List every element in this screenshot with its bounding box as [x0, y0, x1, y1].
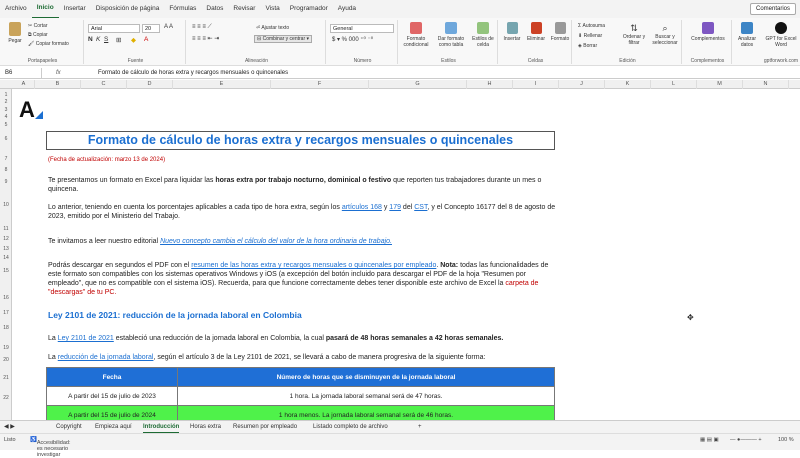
tab-horas-extra[interactable]: Horas extra [190, 424, 222, 430]
tab-resumen-empleado[interactable]: Resumen por empleado [233, 424, 298, 430]
row-header-21[interactable]: 21 [3, 375, 9, 381]
reduction-paragraph [48, 353, 558, 362]
conditional-format-button[interactable] [400, 22, 432, 48]
row-header-22[interactable]: 22 [3, 395, 9, 401]
format-painter-button[interactable]: 🖌 Copiar formato [28, 41, 69, 47]
cell-styles-label: Estilos de celda [472, 36, 494, 48]
sort-filter-label: Ordenar y filtrar [622, 34, 646, 46]
tab-scroll-left-icon[interactable]: ◀ ▶ [4, 424, 15, 430]
row-header-3[interactable]: 3 [4, 107, 8, 113]
number-group [328, 20, 398, 64]
alignment-group [188, 20, 326, 64]
link-reduccion[interactable]: reducción de la jornada laboral [57, 354, 154, 361]
link-article-168[interactable]: artículos 168 [341, 204, 382, 211]
cells-group [500, 20, 572, 64]
status-bar [0, 433, 800, 458]
row-headers [0, 89, 12, 420]
brand-logo: A [19, 97, 35, 122]
italic-icon[interactable]: K [96, 36, 101, 43]
row-header-6[interactable]: 6 [4, 136, 8, 142]
sort-filter-icon: ⇅ [630, 23, 638, 33]
intro-text-1: Te presentamos un formato en Excel para liquidar las [48, 177, 216, 184]
tab-introduccion[interactable]: Introducción [143, 422, 179, 434]
table-row [47, 387, 555, 406]
column-headers [0, 80, 800, 89]
row-header-4[interactable]: 4 [4, 114, 8, 120]
find-select-label: Buscar y seleccionar [652, 34, 678, 46]
grow-font-icon[interactable]: A A [164, 24, 174, 30]
editing-group-label: Edición [619, 58, 636, 64]
column-header-c[interactable]: C [81, 80, 127, 89]
link-article-179[interactable]: 179 [389, 204, 401, 211]
column-header-n[interactable]: N [743, 80, 789, 89]
row-header-9[interactable]: 9 [4, 179, 8, 185]
table-cell-hours[interactable]: 1 hora menos. La jornada laboral semanal será de 46 horas. [178, 406, 555, 421]
table-cell-date[interactable]: A partir del 15 de julio de 2024 [47, 406, 178, 421]
paste-label: Pegar [8, 38, 22, 44]
intro-text-bold: horas extra por trabajo nocturno, dominical o festivo [215, 177, 392, 184]
accessibility-text: Accesibilidad: es necesario investigar [36, 440, 71, 458]
fx-icon[interactable]: fx [56, 70, 61, 76]
link-editorial[interactable]: Nuevo concepto cambia el cálculo del valor de la hora ordinaria de trabajo. [160, 238, 392, 245]
download-text-3: todas las funcionalidades de este formato son compatibles con los sistemas operativos Windows y iOS (a excepción del botón incluido para descargar el PDF de la hoja "Resumen por empleado", que no es compatible con el sistema iOS). Recuerda, para que funcione correctamente debes tener disponible este archivo de Excel la [48, 262, 549, 287]
row-header-1[interactable]: 1 [4, 92, 8, 98]
sort-filter-button[interactable] [620, 23, 648, 46]
articles-del: del [400, 204, 415, 211]
format-icon [555, 22, 566, 34]
format-table-icon [445, 22, 457, 34]
articles-text-2: , y el Concepto 16177 del 8 de agosto de 2023, emitido por el Ministerio del Trabajo. [48, 204, 556, 220]
note-label: Nota: [440, 262, 459, 269]
menu-item-disposición-de-página[interactable]: Disposición de página [95, 5, 160, 12]
column-header-a[interactable]: A [13, 80, 35, 89]
copy-label: Copiar [32, 32, 48, 38]
gpt-sub-label: gptforwork.com [763, 58, 799, 64]
column-header-f[interactable]: F [271, 80, 369, 89]
intro-text-2: que reporten tus trabajadores durante un mes o quincena. [48, 177, 542, 193]
cut-label: Cortar [33, 23, 48, 29]
column-header-e[interactable]: E [173, 80, 271, 89]
row-header-14[interactable]: 14 [3, 255, 9, 261]
format-painter-label: Copiar formato [35, 41, 69, 47]
cell-styles-icon [477, 22, 489, 34]
sheet-tabs [0, 420, 800, 433]
analyze-data-button[interactable] [733, 22, 761, 48]
row-header-11[interactable]: 11 [3, 226, 9, 232]
row-header-13[interactable]: 13 [3, 246, 9, 252]
insert-button[interactable] [500, 22, 524, 42]
row-header-18[interactable]: 18 [3, 325, 9, 331]
fill-label: Rellenar [583, 33, 603, 39]
editing-group [574, 20, 682, 64]
law-paragraph [48, 334, 558, 343]
row-header-12[interactable]: 12 [3, 236, 9, 242]
align-top-icon[interactable]: ≡ ≡ ≡ ⟋ [192, 24, 212, 30]
row-header-2[interactable]: 2 [4, 99, 8, 105]
reduction-table [46, 367, 555, 420]
column-header-l[interactable]: L [651, 80, 697, 89]
law-text-2: estableció una reducción de la jornada laboral en Colombia, la cual [113, 335, 326, 342]
formula-input[interactable]: Formato de cálculo de horas extra y recargos mensuales o quincenales [98, 70, 289, 76]
fill-button[interactable]: ⬇ Rellenar [578, 33, 603, 39]
section-heading: Ley 2101 de 2021: reducción de la jornada laboral en Colombia [48, 310, 302, 320]
editorial-paragraph [48, 237, 558, 246]
number-format-select[interactable]: General [330, 24, 394, 33]
menu-item-fórmulas[interactable]: Fórmulas [169, 5, 197, 12]
find-select-button[interactable] [650, 23, 680, 46]
row-header-20[interactable]: 20 [3, 357, 9, 363]
format-table-button[interactable] [434, 22, 468, 48]
delete-button[interactable] [524, 22, 548, 42]
analyze-group [733, 20, 763, 64]
font-size-select[interactable]: 20 [142, 24, 160, 33]
update-date: (Fecha de actualización: marzo 13 de 2024) [48, 157, 166, 163]
gpt-button[interactable] [765, 22, 797, 48]
logo-triangle-icon [35, 111, 43, 119]
table-cell-date[interactable]: A partir del 15 de julio de 2023 [47, 387, 178, 406]
clipboard-group [2, 20, 84, 64]
gpt-icon [775, 22, 787, 34]
fill-color-icon[interactable]: ◆ [131, 37, 136, 44]
clipboard-icon [9, 22, 21, 36]
delete-icon [531, 22, 542, 34]
font-name-select[interactable]: Arial [88, 24, 140, 33]
styles-group [400, 20, 498, 64]
row-header-19[interactable]: 19 [3, 345, 9, 351]
column-header-m[interactable]: M [697, 80, 743, 89]
formula-bar [0, 67, 800, 79]
paste-button[interactable] [6, 22, 24, 44]
wrap-text-label: Ajustar texto [261, 25, 290, 31]
clear-button[interactable]: ◈ Borrar [578, 43, 598, 49]
table-header-fecha[interactable]: Fecha [47, 368, 178, 387]
analyze-data-icon [741, 22, 753, 34]
align-left-icon[interactable]: ≡ ≡ ≡ ⇤ ⇥ [192, 36, 220, 42]
gpt-group [763, 20, 799, 64]
clipboard-group-label: Portapapeles [27, 58, 58, 64]
menu-item-datos[interactable]: Datos [206, 5, 224, 12]
column-header-h[interactable]: H [467, 80, 513, 89]
bold-icon[interactable]: N [88, 36, 93, 43]
menu-item-ayuda[interactable]: Ayuda [337, 5, 357, 12]
merge-center-button[interactable]: ⊟ Combinar y centrar ▾ [254, 35, 312, 43]
underline-icon[interactable]: S [104, 36, 109, 43]
row-header-16[interactable]: 16 [3, 295, 9, 301]
tab-listado-archivo[interactable]: Listado completo de archivo [313, 424, 388, 430]
insert-label: Insertar [503, 36, 521, 42]
merge-center-label: Combinar y centrar [262, 36, 306, 42]
column-header-g[interactable]: G [369, 80, 467, 89]
reduction-text-1: La [48, 354, 58, 361]
row-header-5[interactable]: 5 [4, 122, 8, 128]
view-buttons-icon[interactable]: ▦ ▤ ▣ [700, 437, 719, 443]
download-text-2: . [436, 262, 441, 269]
downloads-folder-text: carpeta de "descargas" de tu PC. [48, 280, 539, 296]
alignment-group-label: Alineación [244, 58, 269, 64]
worksheet[interactable] [13, 89, 800, 420]
comments-button[interactable]: Comentarios [750, 3, 796, 15]
ribbon [0, 18, 800, 66]
cells-group-label: Celdas [527, 58, 544, 64]
menu-item-insertar[interactable]: Insertar [63, 5, 86, 12]
add-sheet-button[interactable]: + [418, 424, 422, 430]
tab-copyright[interactable]: Copyright [56, 424, 82, 430]
column-header-k[interactable]: K [605, 80, 651, 89]
gpt-label: GPT for Excel Word [765, 36, 797, 48]
tab-empieza-aqui[interactable]: Empieza aquí [95, 424, 132, 430]
addins-group-label: Complementos [690, 58, 725, 64]
currency-icon[interactable]: $ ▾ % 000 ⁺⁰ ⁻⁰ [332, 37, 374, 43]
table-cell-hours[interactable]: 1 hora. La jornada laboral semanal será de 47 horas. [178, 387, 555, 406]
clear-label: Borrar [583, 43, 598, 49]
editorial-text: Te invitamos a leer nuestro editorial [48, 238, 161, 245]
zoom-level[interactable]: 100 % [778, 437, 794, 443]
cut-button[interactable]: ✂ Cortar [28, 23, 48, 29]
row-header-7[interactable]: 7 [4, 156, 8, 162]
link-ley-2101[interactable]: Ley 2101 de 2021 [57, 335, 114, 342]
link-resumen[interactable]: resumen de las horas extra y recargos mensuales o quincenales por empleado [191, 262, 437, 269]
articles-y: y [381, 204, 390, 211]
link-cst[interactable]: CST [414, 204, 428, 211]
menu-item-revisar[interactable]: Revisar [233, 5, 256, 12]
table-header-horas[interactable]: Número de horas que se disminuyen de la jornada laboral [178, 368, 555, 387]
autosum-button[interactable]: Σ Autosuma [578, 23, 605, 29]
font-color-icon[interactable]: A [144, 36, 149, 43]
download-text-1: Podrás descargar en segundos el PDF con el [48, 262, 192, 269]
menu-item-vista[interactable]: Vista [265, 5, 280, 12]
column-header-j[interactable]: J [559, 80, 605, 89]
delete-label: Eliminar [526, 36, 546, 42]
menu-item-archivo[interactable]: Archivo [5, 5, 27, 12]
addins-group [684, 20, 732, 64]
cell-styles-button[interactable] [470, 22, 496, 48]
zoom-slider[interactable]: — ●——— + [730, 437, 762, 443]
reduction-text-2: , según el artículo 3 de la Ley 2101 de 2021, se llevará a cabo de manera progresiva de la siguiente forma: [153, 354, 486, 361]
conditional-format-icon [410, 22, 422, 34]
menu-item-programador[interactable]: Programador [289, 5, 328, 12]
intro-paragraph [48, 176, 558, 194]
analyze-data-label: Analizar datos [737, 36, 757, 48]
autosum-label: Autosuma [582, 23, 605, 29]
mouse-cursor-icon: ✥ [687, 313, 694, 322]
border-icon[interactable]: ⊞ [116, 37, 122, 44]
find-icon: ⌕ [662, 23, 668, 33]
column-header-i[interactable]: I [513, 80, 559, 89]
table-row [47, 406, 555, 421]
menu-bar [0, 0, 800, 18]
addins-button[interactable] [686, 22, 730, 42]
font-group-label: Fuente [127, 58, 144, 64]
insert-icon [507, 22, 518, 34]
menu-item-inicio[interactable]: Inicio [32, 0, 59, 19]
column-header-b[interactable]: B [35, 80, 81, 89]
accessibility-status[interactable]: ♿ Accesibilidad: es necesario investigar [30, 437, 71, 458]
law-text-bold: pasará de 48 horas semanales a 42 horas semanales. [325, 335, 504, 342]
row-header-15[interactable]: 15 [3, 268, 9, 274]
articles-paragraph [48, 203, 558, 221]
addins-label: Complementos [691, 36, 725, 42]
wrap-text-button[interactable]: ⏎ Ajustar texto [256, 25, 290, 31]
format-table-label: Dar formato como tabla [437, 36, 465, 48]
copy-button[interactable]: ⧉ Copiar [28, 32, 48, 38]
row-header-17[interactable]: 17 [3, 310, 9, 316]
name-box[interactable]: B6 [2, 68, 42, 78]
download-paragraph [48, 261, 558, 297]
law-text-1: La [48, 335, 58, 342]
format-button[interactable] [548, 22, 572, 42]
font-group [86, 20, 186, 64]
status-ready: Listo [4, 437, 16, 443]
page-title[interactable]: Formato de cálculo de horas extra y recargos mensuales o quincenales [46, 131, 555, 150]
conditional-format-label: Formato condicional [403, 36, 429, 48]
styles-group-label: Estilos [441, 58, 456, 64]
number-group-label: Número [353, 58, 372, 64]
column-header-d[interactable]: D [127, 80, 173, 89]
addins-icon [702, 22, 714, 34]
row-header-8[interactable]: 8 [4, 167, 8, 173]
format-label: Formato [550, 36, 570, 42]
articles-text-1: Lo anterior, teniendo en cuenta los porcentajes aplicables a cada tipo de hora extra, según los [48, 204, 342, 211]
row-header-10[interactable]: 10 [3, 202, 9, 208]
